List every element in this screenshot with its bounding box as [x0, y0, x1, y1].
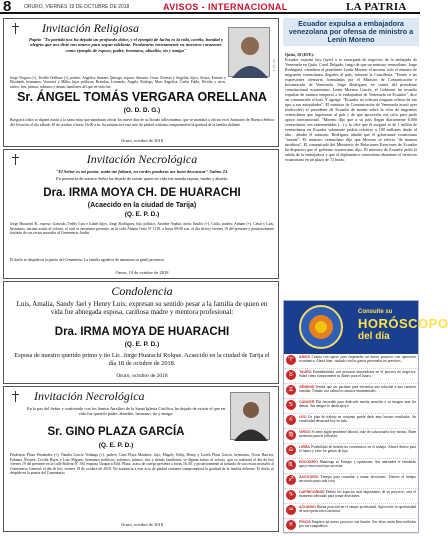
ad-title: Condolencia — [111, 284, 173, 298]
cross-icon — [12, 391, 19, 402]
sign-name: GÉMINIS — [299, 385, 315, 389]
sign-text: Día favorable para dedicarle mucha atención a su imagen ante los demás. Sus amigos le darán apoyo. — [299, 400, 416, 409]
sign-name: CAPRICORNIO — [299, 490, 325, 494]
ad-title: Invitación Necrológica — [34, 389, 145, 403]
zodiac-sign-icon: ♎ — [286, 445, 296, 455]
ad-body: Ruegan a todos se dignen asistir a la santa misa que mandaran oficiar los nueve días de su llorado fallecimiento, que se mandará a oficiar en el Santuario de Nuestra Señora del Socavón, el día sábado 20 de octubre a horas 16:00 a.m. Su asistencia a este acto de piedad cristiana comprometerá la gratitud de la familia doliente. — [10, 118, 274, 127]
zodiac-sign-icon: ♊ — [286, 385, 296, 395]
deceased-name: Sr. GINO PLAZA GARCÍA — [47, 426, 185, 438]
sign-text: Defina los aspectos más importantes de su proyecto; será el momento adecuado para tomar decisiones. — [299, 490, 416, 499]
sign-name: LEO — [299, 415, 307, 419]
sign-text: Entendimiento con personas innovadoras en el proceso de negocios. Sabrá cómo comprometer su dinero para el futuro. — [299, 370, 416, 379]
section-title: AVISOS - INTERNACIONAL — [163, 2, 288, 12]
sign-text: Tendrá que ser paciente para encontrar una solución a una cuestión familiar. Tómate con calma los asuntos sentimentales. — [299, 385, 416, 394]
portrait-photo — [228, 27, 270, 77]
zodiac-sign-icon: ♋ — [286, 400, 296, 410]
ad-place-date: Oruro, octubre de 2018 — [121, 522, 163, 527]
horoscope-sign-escorpio — [284, 459, 418, 474]
sign-name: TAURO — [299, 370, 312, 374]
ad-place-date: Oruro, octubre de 2018 — [121, 138, 163, 143]
news-body: Ecuador expulsó hoy (ayer) a la encargada de negocios de la embajada de Venezuela en Quito, Carol Delgado, luego de que un ministro venezolano, Jorge Rodríguez, ofendiera al presidente Lenín Moreno al mostrar solo el número de migrantes venezolanos llegados al país, informó la Cancillería. "Frente a las expresiones ofensivas formuladas por el Ministro de Comunicación e Información de Venezuela, Jorge Rodríguez, en contra del presidente constitucional ecuatoriano, Lenín Moreno Garcés, el Gobierno ha resuelto expulsar de manera temporal a la embajadora de Venezuela en Ecuador", dice un comunicado oficial. Y agrega: "Ecuador no tolerará ninguna ofensa de ese tipo a sus autoridades". El ministro de Comunicación de Venezuela acusó ayer (miércoles) al presidente de Ecuador de mentir sobre la cifra de migrantes venezolanos que ingresaron al país y de que aproveche esa cifra para pedir apoyo internacional. "Moreno dijo que a su país llegan diariamente 6.000 venezolanos con enfermedades (...) y la cifra que él aseguró es de 1 millón de venezolanos en Ecuador solamente podría referirse a 190 millones desde el año... añadió el ministro. Rodríguez añadió que el gobernante ecuatoriano "miente". El ministro venezolano dijo que Moreno se refería "de manera insidiosa". El comunicado del Ministerio de Relaciones Exteriores de Ecuador ha dispuesto que el gobierno ecuatoriano dijo: El ministro de Ecuador pidió la salida de la embajadora y que el diplomático venezolano abandone el territorio ecuatoriano en un plazo de 72 horas. — [285, 57, 417, 162]
sign-text: Buena posición en el campo profesional. Aproveche la oportunidad de una operación económica. — [299, 505, 417, 514]
sign-text: Mantenga su Energía y optimismo. Sus amistades le brindarán apoyo emocional que necesita. — [299, 460, 416, 469]
newspaper-name: LA PATRIA — [346, 1, 407, 13]
horoscope-kicker: Consulte su — [358, 309, 393, 315]
sign-text: Tiempo para consultar y tomar decisiones. Tómese el tiempo necesario para cada cosa. — [299, 475, 416, 484]
zodiac-sign-icon: ♌ — [286, 415, 296, 425]
sign-name: ARIES — [299, 355, 310, 359]
horoscope-sign-sagitario — [284, 474, 418, 489]
horoscope-sign-piscis — [284, 519, 418, 534]
condolence-ad — [3, 281, 279, 384]
zodiac-sign-icon: ♒ — [286, 505, 296, 515]
sign-text: Si tiene algún pendiente laboral, trate de solucionarlo hoy mismo. Buen momento para la reflexión. — [299, 430, 416, 439]
ad-verse: "El Señor es mi pastor, nada me faltará, en verdes praderas me hará descansar" Salmo 23. — [55, 169, 229, 174]
zodiac-sign-icon: ♏ — [286, 460, 296, 470]
zodiac-sign-icon: ♓ — [286, 520, 296, 530]
ad-place-date: Oruro, octubre de 2018 — [116, 373, 168, 379]
horoscope-sign-aries — [284, 354, 418, 369]
ad-body: Jorge Huarachi R., esposo; Gonzalo, Teddy Luis e Isabel hijos; Jorge Rodriguez, hijo político; Ariadne Sophia, nieta; Emilio (+), Cirila, padres; Adnam (+), César y Luis, hermanos; invitan asistir al velorio, el cual se encuentra presente, en la calle Aldana Ortiz Nº 1119, a horas 09:00 a.m. el día de hoy viernes 19 del presente y posteriormente traslado de sus restos mortales al Cementerio Jardín. — [10, 222, 274, 236]
page-number: 8 — [3, 0, 12, 15]
page-header — [0, 0, 420, 14]
ad-qepd: (Q. E. P. D.) — [124, 341, 160, 348]
ad-qepd: (Q. E. P. D.) — [124, 211, 160, 218]
ad-intro: En presencia de nuestro Señor ha dejado de existir quien en vida fue amada esposa, madre y abuela: — [56, 176, 228, 181]
news-article — [283, 18, 419, 257]
horoscope-subtitle: del día — [358, 331, 390, 342]
news-headline: Ecuador expulsa a embajadora venezolana por ofensa de ministro a Lenín Moreno — [283, 18, 419, 46]
issue-date: ORURO, VIERNES 19 DE OCTUBRE DE 2018 — [24, 4, 130, 10]
sign-text: Un plan de trabajo en conjunto puede darle muy buenos resultados. Su creatividad destacará hoy en todo. — [299, 415, 416, 424]
sign-text: Cuenta con apoyo para emprender un nuevo proyecto con operación económica. Ahora bien, cuidado con las gastos personales no previstos. — [299, 355, 416, 364]
portrait-photo — [230, 392, 270, 440]
religious-invitation-ad — [3, 18, 279, 147]
news-dateline: Quito, 18 (EFE).- — [285, 52, 316, 57]
ad-family: Jorge Vergara (+), Teofila Orellana (+), padres; Angelica Jimenes Quiroga, esposa; Antonio, Cesar, Ernesto y Angelita, hijos; Arturo, Ernesto y Elizabeth, hermanos; Veronica y Milka, hijas políticas; Brandon, Leonardo, Angela, Rodrigo, Marc Angelica, Carlos Pablo, Nicolas y otros, nietos; tios, primos, sobrinos y demas familiares del que en vida fue: — [10, 76, 226, 89]
horoscope-sign-libra — [284, 444, 418, 459]
ad-title: Invitación Religiosa — [42, 21, 139, 35]
zodiac-sign-icon: ♍ — [286, 430, 296, 440]
ad-code: SE-36-1 — [272, 59, 276, 72]
sign-name: VIRGO — [299, 430, 311, 434]
ad-place-date: Oruro, 19 de octubre de 2018 — [115, 270, 169, 275]
necrological-invitation-ad — [3, 149, 279, 279]
sign-name: PISCIS — [299, 520, 311, 524]
ad-title: Invitación Necrológica — [86, 152, 198, 166]
deceased-name: Sr. ÁNGEL TOMÁS VERGARA ORELLANA — [17, 90, 267, 104]
sign-name: LIBRA — [299, 445, 310, 449]
ad-odg: (O. D. D. G.) — [123, 107, 161, 114]
horoscope-sign-virgo — [284, 429, 418, 444]
zodiac-sign-icon: ♈ — [286, 355, 296, 365]
cross-icon — [12, 23, 19, 34]
ad-body: Esposa de nuestro querido primo y tío Lic. Jorge Huarachi Rolque. Acaecido en la ciudad de Tarija el día 18 de octubre de 2018. — [14, 352, 270, 367]
deceased-name: Dra. IRMA MOYA DE HUARACHI — [54, 326, 230, 338]
horoscope-sign-géminis — [284, 384, 418, 399]
horoscope-sign-capricornio — [284, 489, 418, 504]
necrological-invitation-ad-2 — [3, 386, 279, 532]
sign-name: CÁNCER — [299, 400, 315, 404]
zodiac-sign-icon: ♐ — [286, 475, 296, 485]
zodiac-sign-icon: ♉ — [286, 370, 296, 380]
sign-text: Empiece un nuevo proyecto con ilusión. Sus ideas serán bien recibidas por sus compañeros. — [299, 520, 416, 529]
zodiac-sign-icon: ♑ — [286, 490, 296, 500]
ad-intro: En la paz del Señor y confortado con los Santos Auxilios de la Santa Iglesia Católica, ha dejado de existir el que en vida fue querido padre, abuelito, hermano, tío y amigo: — [27, 406, 225, 417]
horoscope-signs-list — [284, 354, 418, 534]
ad-lead: Luis, Amalia, Sandy Jael y Henry Luis; expresan su sentido pesar a la familia de quien en vida fue abnegada esposa, cariñosa madre y mentora profesional: — [16, 300, 268, 317]
horoscope-sign-leo — [284, 414, 418, 429]
ad-qepd: (Q. E. P. D.) — [98, 442, 134, 449]
horoscope-sign-acuario — [284, 504, 418, 519]
horoscope-sign-cáncer — [284, 399, 418, 414]
sign-name: SAGITARIO — [299, 475, 319, 479]
sign-text: Posibilidad de beneficios económicos en el trabajo. Ahorre dinero para el futuro y evite los gastos de lujo. — [299, 445, 416, 454]
ad-verse: Papito "Tu partida nos ha dejado un profundo dolor, y el ejemplo de lucha es la vida, cariño, bondad y alegría que nos diste nos mueve para seguir adelante. Perduraras eternamente en nuestros corazones como ejemplo de esposo, padre, hermano, abuelito, tío y amigo" — [28, 37, 224, 53]
deceased-name: Dra. IRMA MOYA CH. DE HUARACHI — [43, 187, 241, 199]
ad-body: Prudencio Plaza Fernández (+), Natalia García Vedanga (+), padres; Gino Plaza Martínez, hijo; Magaly, Eddy, Henry y Lizeth Plaza García, hermanos; Oscar Barrios, Fabiana Álvarez, Cecilia Rojas y Luis Miguez, hermanos políticos; sobrinos, primos, tíos y demás familiares, se dignan asistir al velorio, que se realizará el día de hoy viernes 19 del presente en la calle Bolivar Nº 561 esquina Tarapacá Edif. Plaza; acaso de cuerpo presente a horas 16:30, y posteriormente al traslado de sus restos mortales al Cementerio General, el día de hoy viernes 19 de octubre de 2018. No asistencia a este acto de piedad cristiana comprometerá la gratitud de la familia doliente. El duelo se despide en la puerta del Cementerio. — [10, 453, 274, 476]
zodiac-wheel-icon — [299, 305, 343, 349]
ad-extra: El duelo se despide en la puerta del Cementerio. La familia agradece de antemano su gentil presencia. — [10, 258, 165, 262]
sign-name: ACUARIO — [299, 505, 316, 509]
horoscope-banner — [284, 301, 448, 354]
horoscope-sign-tauro — [284, 369, 418, 384]
sign-name: ESCORPIO — [299, 460, 318, 464]
horoscope-box — [283, 300, 448, 533]
ad-subtitle: (Acaecido en la ciudad de Tarija) — [87, 202, 197, 209]
horoscope-title: HORÓSCOPO — [358, 316, 448, 331]
